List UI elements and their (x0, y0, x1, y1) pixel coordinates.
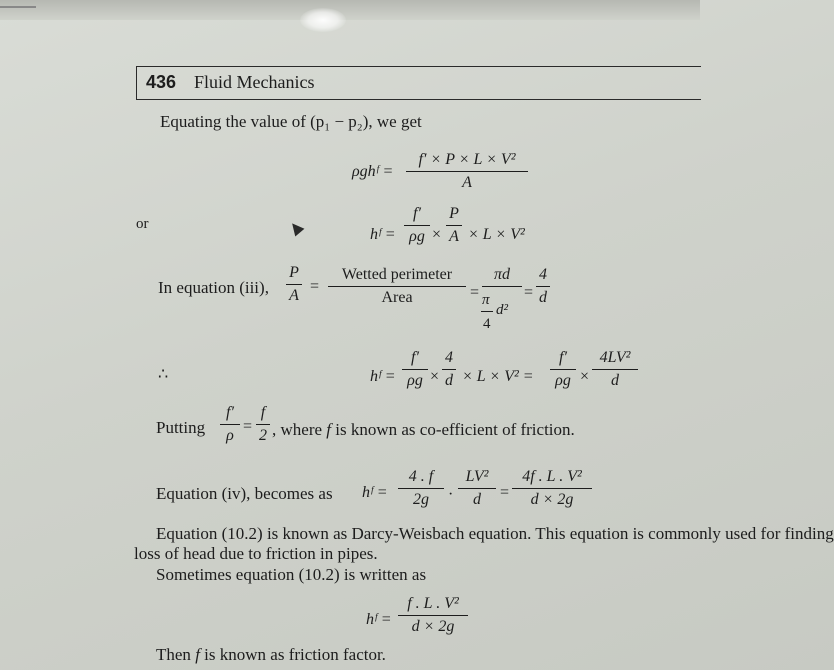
final-f: f (195, 645, 200, 664)
eq5-b-fraction (458, 468, 496, 509)
eq2-times: × (432, 226, 442, 243)
putting-tail-f: f (326, 420, 332, 439)
eq5-a-fraction (398, 468, 444, 509)
eq3-wetted-fraction (328, 266, 466, 307)
eq5-a-bar (398, 488, 444, 489)
eq2-lhs: hᶠ = (370, 226, 396, 243)
final-post: is known as friction factor. (199, 645, 386, 664)
paragraph-line-2: loss of head due to friction in pipes. (134, 544, 378, 563)
putting-b-bar (256, 424, 270, 425)
putting-b-fraction (256, 404, 270, 445)
eq5-b-num: LV² (465, 468, 489, 485)
page-number: 436 (146, 72, 177, 92)
book-title: Fluid Mechanics (194, 72, 315, 92)
eq3-small-bar (481, 311, 493, 312)
eq5-c-bar (512, 488, 592, 489)
eq4-times-1: × (430, 368, 440, 385)
eq4-result-fraction (592, 349, 638, 390)
eq3-wetted-perimeter: Wetted perimeter (341, 266, 453, 283)
eq5-equals: = (500, 484, 510, 501)
eq4-result-num: 4LV² (599, 349, 631, 366)
eq5-c-num: 4f . L . V² (522, 468, 582, 485)
eq4-f-bar (402, 369, 428, 370)
eq5-b-den: d (473, 491, 481, 508)
eq3-equals-3: = (524, 284, 534, 301)
eq3-area: Area (381, 289, 413, 306)
eq4-f2-num: f′ (559, 349, 567, 366)
eq2-pa-bar (446, 225, 462, 226)
eq2-p-num: P (449, 205, 459, 222)
eq5-a-num: 4 . f (408, 468, 434, 485)
paragraph-2: Sometimes equation (10.2) is written as (156, 565, 427, 584)
eq5-b-bar (458, 488, 496, 489)
eq5-c-fraction (512, 468, 592, 509)
edge-mark (0, 6, 36, 8)
putting-a-bar (220, 424, 240, 425)
final-pre: Then (156, 645, 196, 664)
eq3-pid-fraction (482, 266, 522, 289)
putting-a-den: ρ (226, 427, 234, 444)
eq3-d: d (539, 289, 547, 306)
eq3-equals-2: = (470, 284, 480, 301)
eq4-four: 4 (445, 349, 453, 366)
eq6-fraction (398, 595, 468, 636)
eq4-mid: × L × V² = (462, 368, 534, 385)
eq4-f2-fraction (550, 349, 576, 390)
eq3-equals-1: = (310, 278, 320, 295)
eq3-wp-bar (328, 286, 466, 287)
putting-b-num: f (260, 404, 266, 421)
therefore-symbol: ∴ (158, 366, 169, 383)
eq3-pa-bar (286, 284, 302, 285)
page-top-edge (0, 0, 700, 20)
putting-a-fraction (220, 404, 240, 445)
eq3-four-d-fraction (536, 266, 550, 307)
eq6-den: d × 2g (411, 618, 455, 635)
eq4-result-bar (592, 369, 638, 370)
eq3-prefix: In equation (iii), (158, 278, 269, 297)
eq2-f-bar (404, 225, 430, 226)
putting-equals: = (243, 418, 253, 435)
eq4-f-den: ρg (407, 372, 423, 389)
eq4-lhs: hᶠ = (370, 368, 396, 385)
eq3-four-bar (536, 286, 550, 287)
eq4-times-2: × (580, 368, 590, 385)
eq2-f-den: ρg (409, 228, 425, 245)
eq3-four-bottom: 4 (483, 316, 491, 332)
eq3-p-num: P (289, 264, 299, 281)
eq3-pi-d: πd (493, 266, 510, 283)
eq1-bar (406, 171, 528, 172)
eq4-d: d (445, 372, 453, 389)
intro-text: Equating the value of (p₁ − p₂), we get (160, 112, 422, 131)
putting-tail-pre: , where (272, 420, 327, 439)
eq2-tail: × L × V² (468, 226, 525, 243)
eq6-lhs: hᶠ = (366, 611, 392, 628)
eq3-a-den: A (289, 287, 299, 304)
eq5-lhs: hᶠ = (362, 484, 388, 501)
eq5-c-den: d × 2g (530, 491, 574, 508)
eq4-4d-fraction (442, 349, 456, 390)
eq5-prefix: Equation (iv), becomes as (156, 484, 333, 503)
putting-tail (272, 420, 575, 440)
final-sentence (156, 645, 386, 665)
eq4-f2-den: ρg (555, 372, 571, 389)
eq2-a-den: A (449, 228, 459, 245)
putting-label: Putting (156, 418, 206, 437)
eq5-a-den: 2g (413, 491, 429, 508)
paragraph-line-1: Equation (10.2) is known as Darcy-Weisbach equation. This equation is commonly used for finding (156, 524, 834, 543)
mouse-cursor-icon (288, 220, 305, 237)
eq2-pa-fraction (446, 205, 462, 246)
eq5-dot: · (448, 486, 454, 503)
putting-a-num: f′ (226, 404, 234, 421)
eq6-bar (398, 615, 468, 616)
eq4-result-den: d (611, 372, 619, 389)
eq2-f-fraction (404, 205, 430, 246)
eq3-pa-fraction (286, 264, 302, 305)
light-glare (300, 8, 346, 32)
eq3-d-squared: d² (496, 302, 508, 318)
putting-b-den: 2 (259, 427, 267, 444)
eq6-num: f . L . V² (407, 595, 459, 612)
eq3-four: 4 (539, 266, 547, 283)
eq1-lhs: ρghᶠ = (352, 163, 394, 180)
eq4-f-num: f′ (411, 349, 419, 366)
eq3-pi-over: π (482, 292, 490, 308)
or-label: or (136, 216, 149, 232)
eq4-f2-bar (550, 369, 576, 370)
eq4-f-fraction (402, 349, 428, 390)
eq1-denominator: A (462, 174, 472, 191)
eq2-f-num: f′ (413, 205, 421, 222)
eq3-pid-bar (482, 286, 522, 287)
eq1-numerator: f′ × P × L × V² (418, 151, 516, 168)
putting-tail-post: is known as co-efficient of friction. (331, 420, 575, 439)
eq4-4d-bar (442, 369, 456, 370)
eq1-fraction (406, 151, 528, 192)
